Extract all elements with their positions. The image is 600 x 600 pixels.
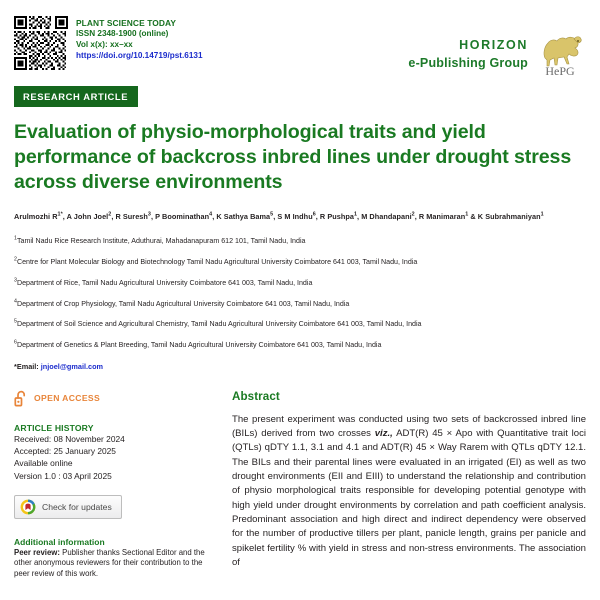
article-history-accepted: Accepted: 25 January 2025 [14,446,116,456]
page-title: Evaluation of physio-morphological traits and yield performance of backcross inbred lines under drought stress across diverse environments [14,121,572,194]
journal-issn: ISSN 2348-1900 (online) [76,29,169,39]
affiliation-marker: 5 [14,318,17,325]
masthead [14,0,586,78]
journal-volume: Vol x(x): xx–xx [76,39,133,49]
email-link[interactable]: jnjoel@gmail.com [40,361,104,371]
qr-code-icon [14,16,68,70]
journal-name: PLANT SCIENCE TODAY [76,18,177,28]
affiliation-text: Department of Genetics & Plant Breeding, Tamil Nadu Agricultural University Coimbatore 641 003, Tamil Nadu, India [16,341,382,350]
abstract-part2: ADT(R) 45 × Apo with Quantitative trait loci (QTLs) qDTY 1.1, 3.1 and 4.1 and ADT(R) 45 × Way Rarem with QTLs qDTY 12.1. The BILs and their parental lines were evaluated in an irrigated (EI) as well as two drought environments (EII and EIII) to understand the relationship and contribution of physio morphological traits responsible for developing potential genotype with high yield under drought environments by correlation and path coefficient analysis. Predominant association and high direct and indirect dependency were observed for the number of productive tillers per plant, panicle length, grains per panicle and spikelet fertility % with yield in stress and non-stress environments. The association of [232,428,586,568]
affiliation-marker: 3 [14,277,17,284]
affiliation-list [14,237,586,350]
affiliation-text: Department of Rice, Tamil Nadu Agricultural University Coimbatore 641 003, Tamil Nadu, India [16,278,313,287]
affiliation-item [14,237,586,246]
author-list: Arulmozhi $R^{1*}$, A John Joel$^2$, R Suresh$^3$, P Boominathan$^4$, K Sathya Bama$^5$, S M Indhu$^6$, R Pushpa$^1$, M Dhandapani$^2$, R Manimaran$^1$ & K Subrahmaniyan$^1$ [14,211,544,222]
article-history-version: Version 1.0 : 03 April 2025 [14,470,112,481]
affiliation-marker: 1 [14,236,17,243]
crossmark-icon [20,499,36,515]
body-columns [14,390,586,579]
hepg-logo-text: HePG [545,64,575,78]
open-access-label: OPEN ACCESS [34,393,101,404]
abstract-viz: viz., [374,428,393,440]
check-for-updates-label: Check for updates [42,501,112,512]
article-type-row [14,86,586,107]
affiliation-marker: 2 [14,256,17,263]
publisher-branding [408,16,586,78]
email-prefix: *Email: [14,361,41,371]
affiliation-item [14,300,586,309]
check-for-updates-button[interactable] [14,495,122,519]
journal-doi-link[interactable]: https://doi.org/10.14719/pst.6131 [76,50,203,60]
metadata-sidebar [14,390,210,579]
affiliation-text: Tamil Nadu Rice Research Institute, Aduthurai, Mahadanapuram 612 101, Tamil Nadu, India [16,237,306,246]
abstract-heading: Abstract [232,389,280,403]
affiliation-text: Centre for Plant Molecular Biology and Biotechnology Tamil Nadu Agricultural University Coimbatore 641 003, Tamil Nadu, India [16,258,418,267]
publisher-line1: HORIZON [459,37,528,52]
affiliation-marker: 6 [14,339,17,346]
abstract-section [232,390,586,579]
publisher-line2: e-Publishing Group [408,56,528,70]
affiliation-item [14,320,586,329]
open-lock-icon [14,390,28,407]
open-access-badge [14,390,210,407]
journal-identity [14,16,203,70]
peer-review-text: Publisher thanks Sectional Editor and the other anonymous reviewers for their contribution to the peer review of this work. [14,547,205,578]
additional-information-body [14,548,210,579]
article-history-heading: ARTICLE HISTORY [14,422,94,433]
affiliation-text: Department of Crop Physiology, Tamil Nadu Agricultural University Coimbatore 641 003, Tamil Nadu, India [16,299,350,308]
affiliation-item [14,279,586,288]
affiliation-text: Department of Soil Science and Agricultural Chemistry, Tamil Nadu Agricultural University Coimbatore 641 003, Tamil Nadu, India [16,320,422,329]
corresponding-email [14,362,586,371]
additional-information-heading: Additional information [14,536,105,547]
griffin-logo-icon [534,30,586,78]
article-history-received: Received: 08 November 2024 [14,433,125,444]
affiliation-marker: 4 [14,298,17,305]
article-type-badge: RESEARCH ARTICLE [14,86,138,107]
article-history-available: Available online [14,458,73,469]
affiliation-item [14,341,586,350]
journal-meta [76,16,203,62]
publisher-name [408,36,528,72]
abstract-part1: The present experiment was conducted using two sets of backcrossed inbred line (BILs) derived from two crosses [232,413,586,440]
peer-review-label: Peer review: [14,547,60,557]
abstract-body [232,413,586,570]
affiliation-item [14,258,586,267]
